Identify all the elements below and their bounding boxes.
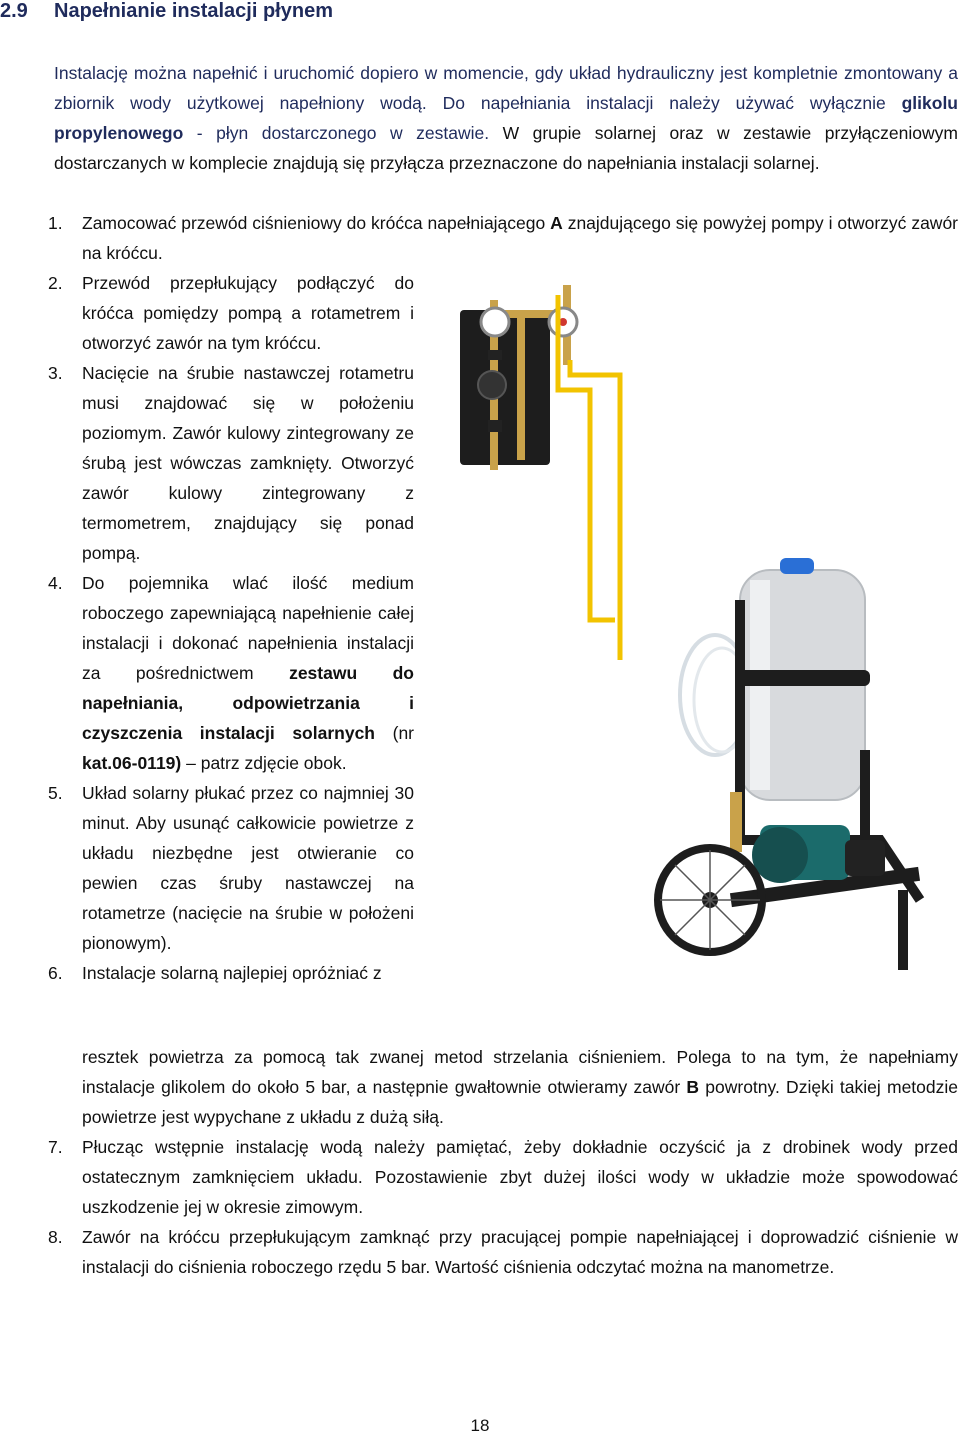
intro-bold-glycol: glikolu propylenowego <box>54 93 958 143</box>
circulation-pump <box>478 371 506 399</box>
step-text: Płucząc wstępnie instalację wodą należy pamiętać, żeby dokładnie oczyścić ja z drobinek wody przed ostatecznym zamknięciem układu. Pozostawienie zbyt dużej ilości wody w układzie może spowodować uszkodzenie jej w okresie zimowym. <box>82 1137 958 1217</box>
step-number: 2. <box>48 273 63 293</box>
steps-list-top <box>48 208 958 268</box>
step-text: (nr <box>375 723 414 743</box>
pump-inlet-valve <box>730 792 742 852</box>
step-number: 4. <box>48 573 63 593</box>
section-heading <box>0 0 333 23</box>
step-text: powrotny. Dzięki takiej metodzie powietrze jest wypychane z układu z dużą siłą. <box>82 1077 958 1127</box>
step-bold: A <box>550 213 563 233</box>
step-text: Nacięcie na śrubie nastawczej rotametru musi znajdować się w położeniu poziomym. Zawór kulowy zintegrowany ze śrubą jest wówczas zamknięty. Otworzyć zawór kulowy zintegrowany z termometrem, znajdujący się ponad pompą. <box>82 363 414 563</box>
step-bold: B <box>686 1077 700 1097</box>
filling-pump-motor <box>845 840 885 876</box>
section-number: 2.9 <box>0 0 28 22</box>
tank-cap <box>780 558 814 574</box>
step-text: Przewód przepłukujący podłączyć do króćca pomiędzy pompą a rotametrem i otworzyć zawór na tym króćcu. <box>82 273 414 353</box>
hose-return <box>570 360 620 660</box>
valve-handle <box>488 420 502 432</box>
step-bold: zestawu do napełniania, odpowietrzania i czyszczenia instalacji solarnych <box>82 663 414 743</box>
list-item <box>48 1132 958 1222</box>
intro-text-1: Instalację można napełnić i uruchomić dopiero w momencie, gdy układ hydrauliczny jest kompletnie zmontowany a zbiornik wody użytkowej napełniony wodą. Do napełniania instalacji należy używać wyłącznie <box>54 63 958 113</box>
intro-text-2: - płyn dostarczonego w zestawie. <box>183 123 490 143</box>
step-text: Instalacje solarną najlepiej opróżniać z <box>82 963 382 983</box>
list-item <box>48 1222 958 1282</box>
step-text: Układ solarny płukać przez co najmniej 30 minut. Aby usunąć całkowicie powietrze z układu niezbędne jest otwieranie co pewien czas śruby nastawczej na rotametrze (nacięcie na śrubie w położeni pionowym). <box>82 783 414 953</box>
step-number: 3. <box>48 363 63 383</box>
step-number: 6. <box>48 963 63 983</box>
step-text: Zamocować przewód ciśnieniowy do króćca napełniającego <box>82 213 551 233</box>
list-item-continuation <box>48 1042 958 1132</box>
step-text: znajdującego się powyżej pompy i otworzyć zawór na króćcu. <box>82 213 959 263</box>
step-number: 7. <box>48 1137 63 1157</box>
thermometer-gauge <box>481 308 509 336</box>
step-bold: kat.06-0119) <box>82 753 182 773</box>
steps-list-bottom <box>48 1042 958 1282</box>
step-text: Do pojemnika wlać ilość medium roboczego zapewniającą napełnienie całej instalacji i dokonać napełnienia instalacji za pośrednictwem <box>82 573 414 683</box>
filling-pump-head <box>752 827 808 883</box>
steps-list-column <box>48 268 414 988</box>
section-title: Napełnianie instalacji płynem <box>54 0 333 22</box>
wheel-spokes <box>660 850 760 950</box>
filling-station-illustration <box>440 280 960 980</box>
page-number: 18 <box>470 1416 490 1435</box>
list-item <box>48 358 414 568</box>
list-item <box>48 958 414 988</box>
brass-pipe-mid <box>517 310 525 460</box>
tank-strap <box>736 670 870 686</box>
cart-leg <box>898 890 908 970</box>
list-item <box>48 268 414 358</box>
step-text: resztek powietrza za pomocą tak zwanej metod strzelania ciśnieniem. Polega to na tym, że napełniamy instalacje glikolem do około 5 bar, a następnie gwałtownie otwieramy zawór <box>82 1047 958 1097</box>
step-text: Zawór na króćcu przepłukującym zamknąć przy pracującej pompie napełniającej i doprowadzić ciśnienie w instalacji do ciśnienia roboczego rzędu 5 bar. Wartość ciśnienia odczytać można na manometrze. <box>82 1227 958 1277</box>
intro-text-3: W grupie solarnej oraz w zestawie przyłączeniowym dostarczanych w komplecie znajdują się przyłącza przeznaczone do napełniania instalacji solarnej. <box>54 123 958 173</box>
step-number: 5. <box>48 783 63 803</box>
intro-paragraph <box>54 58 958 178</box>
list-item <box>48 778 414 958</box>
list-item <box>48 568 414 778</box>
step-text: – patrz zdjęcie obok. <box>181 753 347 773</box>
step-number: 8. <box>48 1227 63 1247</box>
step-number: 1. <box>48 213 63 233</box>
list-item <box>48 208 958 268</box>
valve-handle <box>488 350 502 360</box>
